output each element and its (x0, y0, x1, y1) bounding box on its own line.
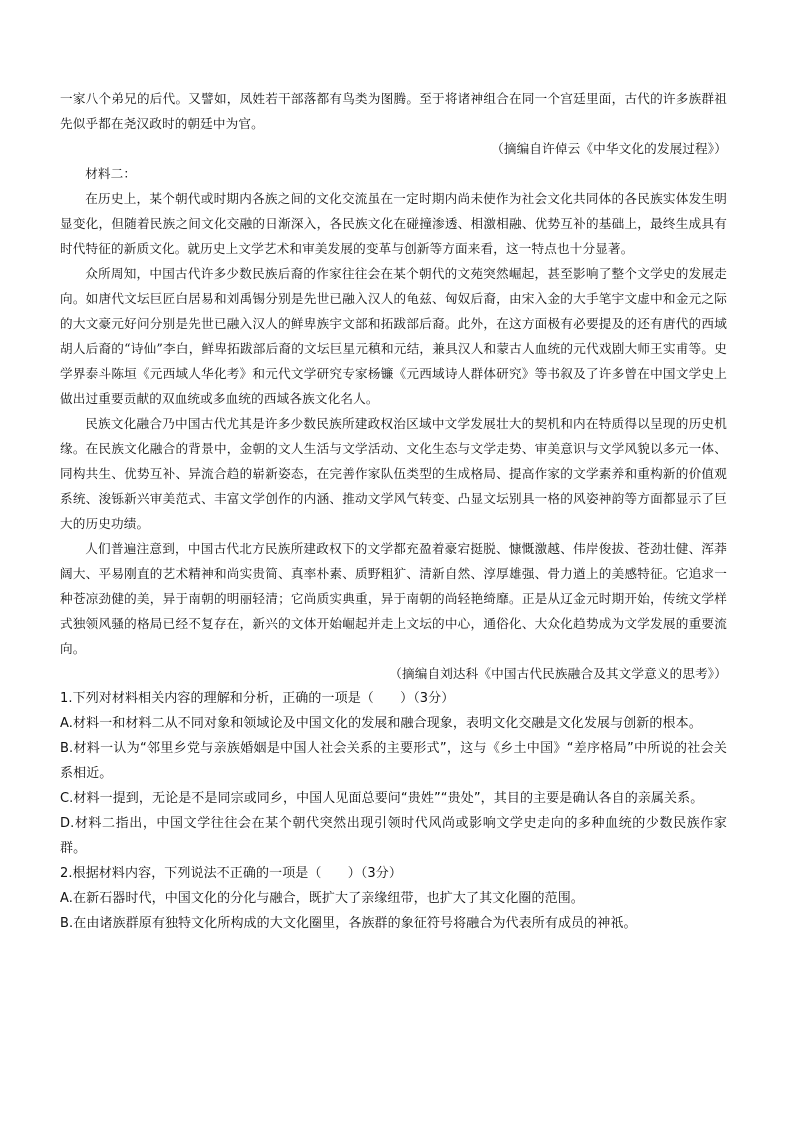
source-citation-2: （摘编自刘达科《中国古代民族融合及其文学意义的思考》） (389, 666, 727, 681)
question-1-option-b: B.材料一认为“邻里乡党与亲族婚姻是中国人社会关系的主要形式”，这与《乡土中国》“差序格局”中所说的社会关系相近。 (60, 741, 727, 781)
material2-paragraph: 在历史上，某个朝代或时期内各族之间的文化交流虽在一定时期内尚未使作为社会文化共同体的各民族实体发生明显变化，但随着民族之间文化交融的日渐深入，各民族文化在碰撞渗透、相激相融、优势互补的基础上，最终生成具有时代特征的新质文化。就历史上文学艺术和审美发展的变革与创新等方面来看，这一特点也十分显著。 (60, 191, 727, 256)
question-1-option-a: A.材料一和材料二从不同对象和领域论及中国文化的发展和融合现象，表明文化交融是文化发展与创新的根本。 (60, 716, 702, 731)
question-2-option-b: B.在由诸族群原有独特文化所构成的大文化圈里，各族群的象征符号将融合为代表所有成员的神祇。 (60, 916, 637, 931)
question-2-stem: 2.根据材料内容，下列说法不正确的一项是（ ）（3分） (60, 866, 402, 881)
material1-tail: 一家八个弟兄的后代。又譬如，凤姓若干部落都有鸟类为图腾。至于将诸神组合在同一个宫廷里面，古代的许多族群祖先似乎都在尧汉政时的朝廷中为官。 (60, 91, 727, 131)
question-1-option-c: C.材料一提到，无论是不是同宗或同乡，中国人见面总要问“贵姓”“贵处”，其目的主要是确认各自的亲属关系。 (60, 791, 704, 806)
material2-paragraph: 人们普遍注意到，中国古代北方民族所建政权下的文学都充盈着豪宕挺脱、慷慨激越、伟岸俊拔、苍劲壮健、浑莽阔大、平易刚直的艺术精神和尚实贵简、真率朴素、质野粗犷、清新自然、淳厚雄强、骨力遒上的美感特征。它追求一种苍凉劲健的美，异于南朝的明丽轻清；它尚质实典重，异于南朝的尚轻艳绮靡。正是从辽金元时期开始，传统文学样式独领风骚的格局已经不复存在，新兴的文体开始崛起并走上文坛的中心，通俗化、大众化趋势成为文学发展的重要流向。 (60, 541, 727, 656)
material2-paragraph: 民族文化融合乃中国古代尤其是许多少数民族所建政权治区域中文学发展壮大的契机和内在特质得以呈现的历史机缘。在民族文化融合的背景中，金朝的文人生活与文学活动、文化生态与文学走势、审美意识与文学风貌以多元一体、同构共生、优势互补、异流合趋的崭新姿态，在完善作家队伍类型的生成格局、提高作家的文学素养和重构新的价值观系统、浚铄新兴审美范式、丰富文学创作的内涵、推动文学风气转变、凸显文坛别具一格的风姿神韵等方面都显示了巨大的历史功绩。 (60, 416, 727, 531)
source-citation-1: （摘编自许倬云《中华文化的发展过程》） (491, 141, 727, 156)
document-page (60, 86, 727, 936)
question-2-option-a: A.在新石器时代，中国文化的分化与融合，既扩大了亲缘纽带，也扩大了其文化圈的范围。 (60, 891, 584, 906)
material2-label: 材料二： (85, 166, 137, 181)
question-1-stem: 1.下列对材料相关内容的理解和分析，正确的一项是（ ）（3分） (60, 691, 455, 706)
question-1-option-d: D.材料二指出，中国文学往往会在某个朝代突然出现引领时代风尚或影响文学史走向的多种血统的少数民族作家群。 (60, 816, 727, 856)
material2-paragraph: 众所周知，中国古代许多少数民族后裔的作家往往会在某个朝代的文苑突然崛起，甚至影响了整个文学史的发展走向。如唐代文坛巨匠白居易和刘禹锡分别是先世已融入汉人的龟兹、匈奴后裔，由宋入金的大手笔宇文虚中和金元之际的大文豪元好问分别是先世已融入汉人的鲜卑族宇文部和拓跋部后裔。此外，在这方面极有必要提及的还有唐代的西域胡人后裔的“诗仙”李白，鲜卑拓跋部后裔的文坛巨星元稹和元结，兼具汉人和蒙古人血统的元代戏剧大师王实甫等。史学界泰斗陈垣《元西域人华化考》和元代文学研究专家杨镰《元西域诗人群体研究》等书叙及了许多曾在中国文学史上做出过重要贡献的双血统或多血统的西域各族文化名人。 (60, 266, 727, 406)
